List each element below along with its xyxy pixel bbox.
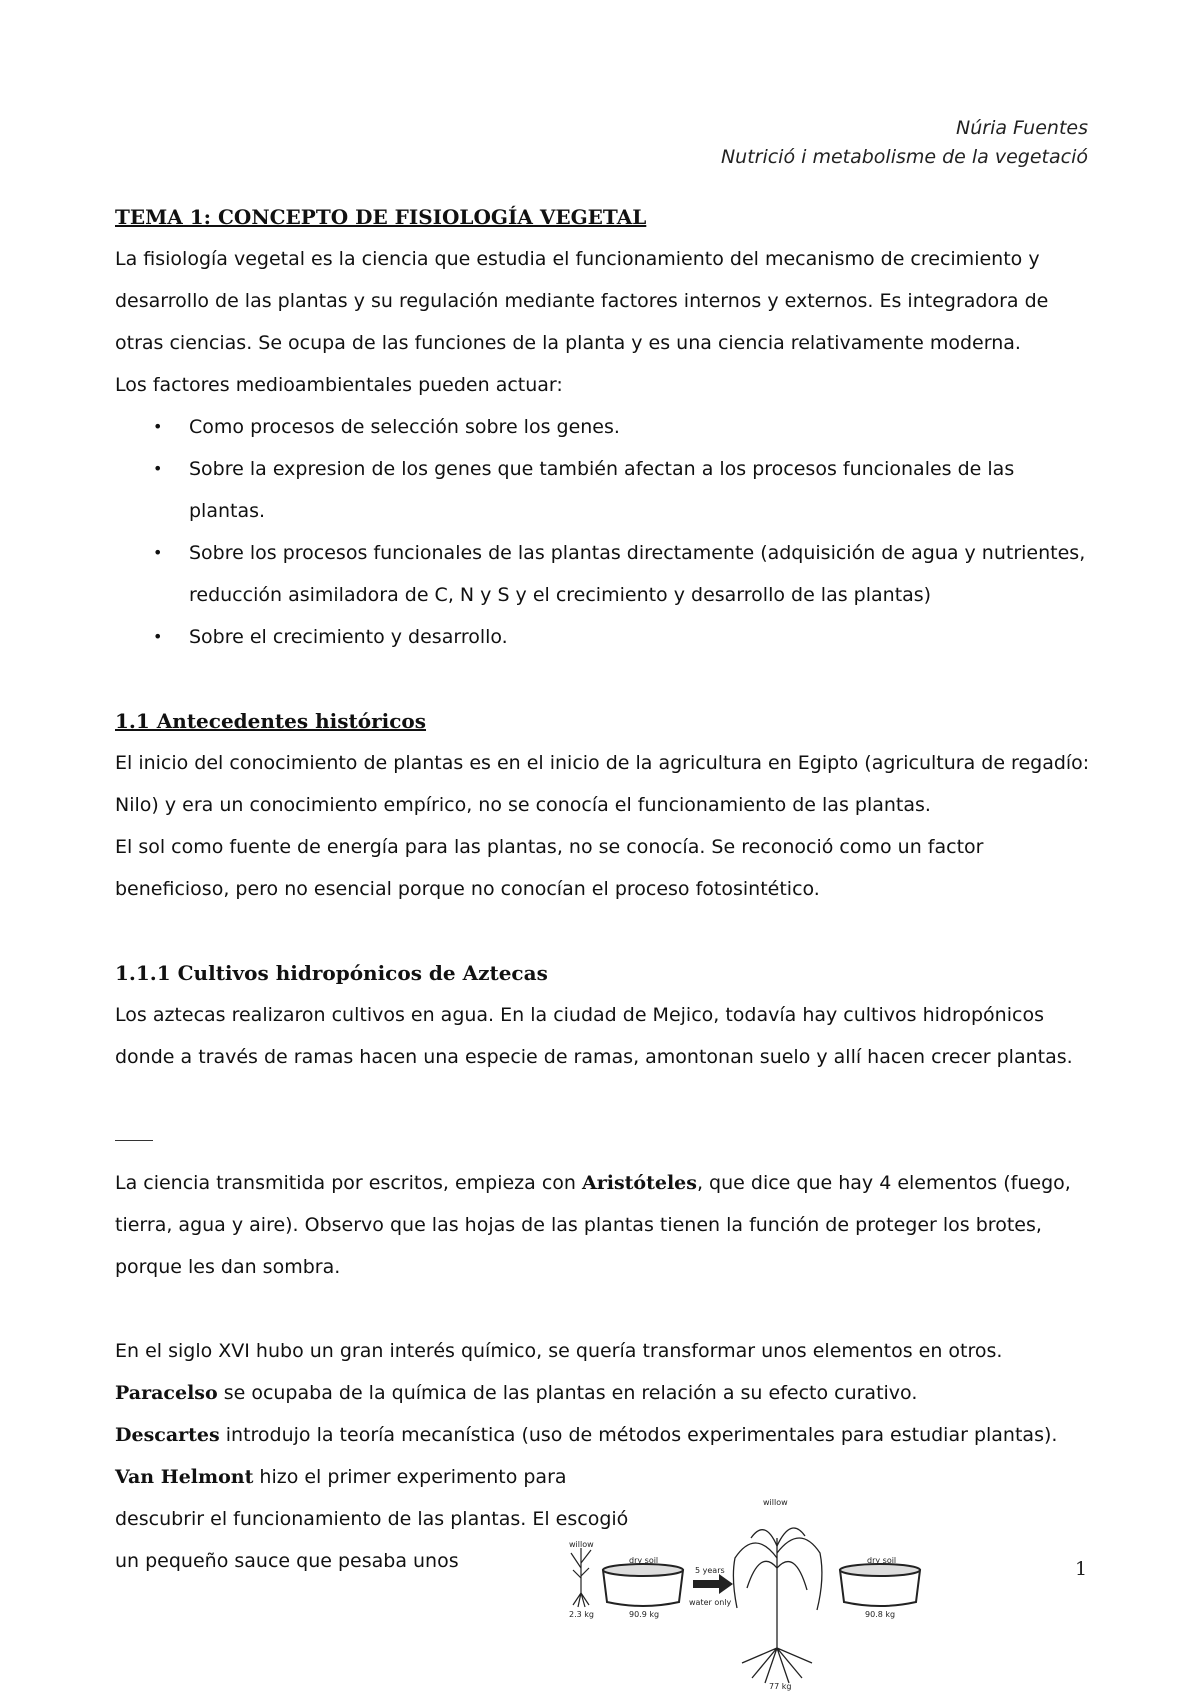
text-run: se ocupaba de la química de las plantas en relación a su efecto curativo. [217, 1382, 918, 1404]
section-title-antecedentes: 1.1 Antecedentes históricos [115, 709, 427, 733]
label-willow-big-weight: 77 kg [769, 1682, 792, 1691]
name-paracelso: Paracelso [115, 1382, 218, 1404]
small-willow-drawing [571, 1548, 591, 1607]
label-willow-big: willow [763, 1498, 788, 1507]
page-header [721, 114, 1088, 172]
list-item: • Sobre los procesos funcionales de las plantas directamente (adquisición de agua y nutrientes, reducción asimiladora de C, N y S y el crecimiento y desarrollo de las plantas) [115, 532, 1095, 616]
paragraph-definition: La fisiología vegetal es la ciencia que estudia el funcionamiento del mecanismo de crecimiento y desarrollo de las plantas y su regulación mediante factores internos y externos. Es integradora de otras ciencias. Se ocupa de las funciones de la planta y es una ciencia relativamente moderna. [115, 248, 1049, 354]
big-willow-drawing [733, 1528, 822, 1683]
label-pot2: dry soil [867, 1556, 897, 1565]
pot-dry-soil-2 [840, 1564, 920, 1606]
paragraph-paracelso [115, 1372, 1095, 1414]
separator [115, 1120, 1095, 1162]
paragraph-factors-intro: Los factores medioambientales pueden actuar: [115, 374, 563, 396]
label-arrow-bottom: water only [689, 1598, 732, 1607]
section-title-aztecas: 1.1.1 Cultivos hidropónicos de Aztecas [115, 961, 548, 985]
list-item: • Sobre el crecimiento y desarrollo. [115, 616, 1095, 658]
experiment-illustration [555, 1498, 975, 1693]
label-pot1: dry soil [629, 1556, 659, 1565]
section-title-tema1: TEMA 1: CONCEPTO DE FISIOLOGÍA VEGETAL [115, 205, 647, 229]
text-run: hizo el primer experimento para descubrir el funcionamiento de las plantas. El escogió un pequeño sauce que pesaba unos [115, 1466, 629, 1572]
van-helmont-experiment-figure [555, 1498, 975, 1693]
page-number: 1 [1075, 1558, 1088, 1580]
name-van-helmont: Van Helmont [115, 1466, 254, 1488]
text-run: introdujo la teoría mecanística (uso de métodos experimentales para estudiar plantas). [219, 1424, 1058, 1446]
author-name: Núria Fuentes [956, 117, 1088, 139]
name-descartes: Descartes [115, 1424, 220, 1446]
factors-list [115, 406, 1095, 658]
list-item: • Como procesos de selección sobre los genes. [115, 406, 1095, 448]
paragraph-descartes [115, 1414, 1095, 1456]
label-pot1-weight: 90.9 kg [629, 1610, 660, 1619]
label-arrow-top: 5 years [695, 1566, 725, 1575]
paragraph-siglo-xvi: En el siglo XVI hubo un gran interés químico, se quería transformar unos elementos en otros. [115, 1340, 1003, 1362]
label-willow-small: willow [569, 1540, 594, 1549]
paragraph-aztecas: Los aztecas realizaron cultivos en agua. En la ciudad de Mejico, todavía hay cultivos hidropónicos donde a través de ramas hacen una especie de ramas, amontonan suelo y allí hacen crecer plantas. [115, 1004, 1073, 1068]
label-willow-small-weight: 2.3 kg [569, 1610, 594, 1619]
pot-dry-soil-1 [603, 1564, 683, 1606]
label-pot2-weight: 90.8 kg [865, 1610, 896, 1619]
document-body [115, 196, 1095, 1582]
name-aristoteles: Aristóteles [581, 1172, 697, 1194]
course-name: Nutrició i metabolisme de la vegetació [720, 146, 1088, 168]
paragraph-sol: El sol como fuente de energía para las plantas, no se conocía. Se reconoció como un factor beneficioso, pero no esencial porque no conocían el proceso fotosintético. [115, 836, 984, 900]
arrow-icon [693, 1574, 733, 1594]
text-run: , que dice que hay 4 elementos (fuego, tierra, agua y aire). Observo que las hojas de las plantas tienen la función de proteger los brotes, porque les dan sombra. [115, 1172, 1071, 1278]
paragraph-aristoteles [115, 1162, 1095, 1288]
list-item: • Sobre la expresion de los genes que también afectan a los procesos funcionales de las plantas. [115, 448, 1095, 532]
paragraph-egipto: El inicio del conocimiento de plantas es en el inicio de la agricultura en Egipto (agricultura de regadío: Nilo) y era un conocimiento empírico, no se conocía el funcionamiento de las plantas. [115, 752, 1090, 816]
text-run: La ciencia transmitida por escritos, empieza con [115, 1172, 582, 1194]
